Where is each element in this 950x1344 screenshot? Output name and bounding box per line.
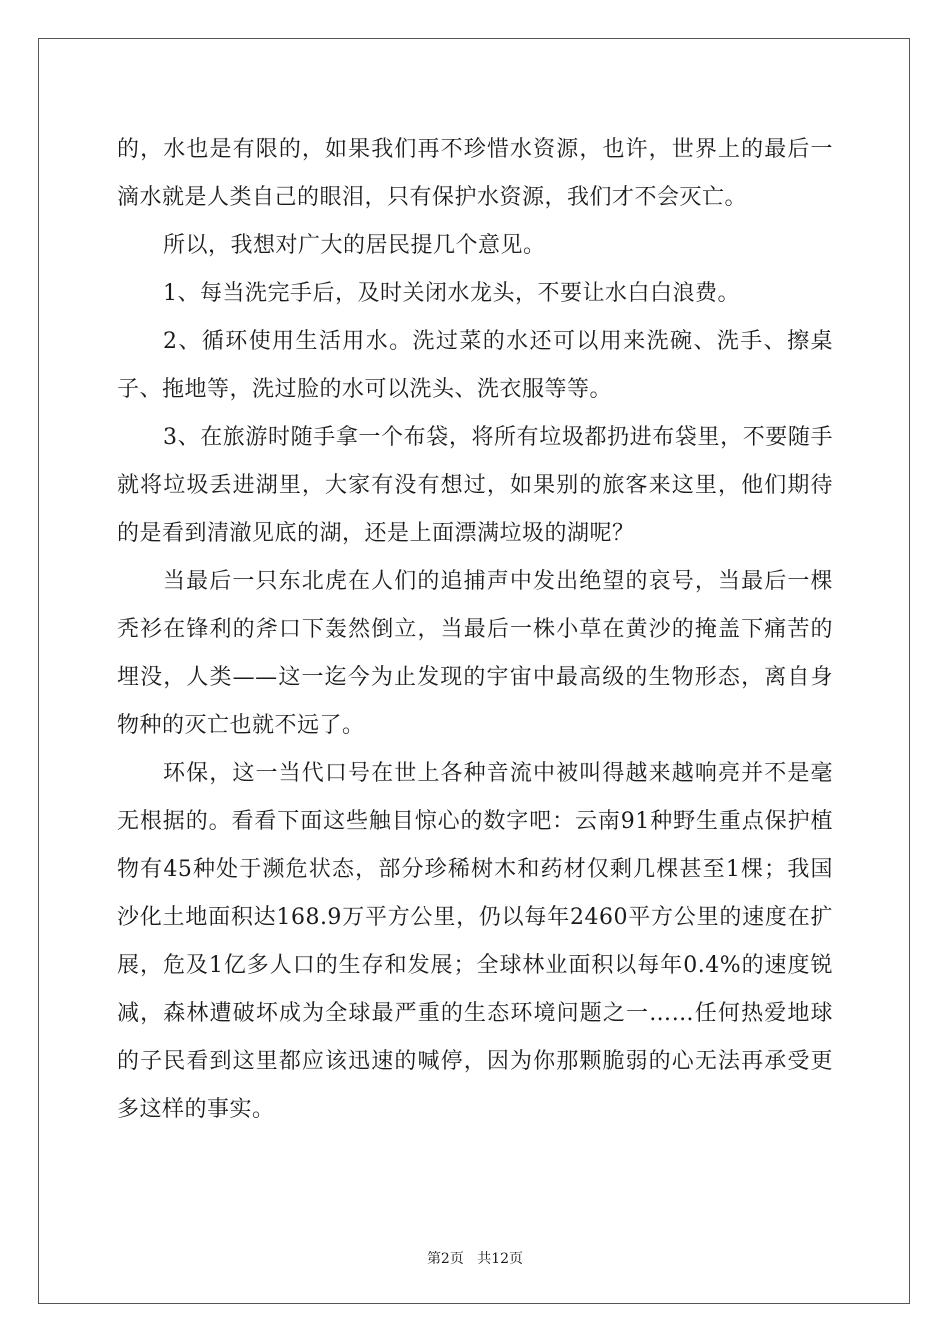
page-number: 第2页 bbox=[426, 1251, 464, 1267]
paragraph-5: 3、在旅游时随手拿一个布袋，将所有垃圾都扔进布袋里，不要随手就将垃圾丢进湖里，大家有没有想过，如果别的旅客来这里，他们期待的是看到清澈见底的湖，还是上面漂满垃圾的湖呢？ bbox=[117, 425, 833, 546]
paragraph-6: 当最后一只东北虎在人们的追捕声中发出绝望的哀号，当最后一棵秃衫在锋利的斧口下轰然倒立，当最后一株小草在黄沙的掩盖下痛苦的埋没，人类——这一迄今为止发现的宇宙中最高级的生物形态，离自身物种的灭亡也就不远了。 bbox=[117, 569, 833, 738]
page-total: 共12页 bbox=[477, 1251, 524, 1267]
document-body bbox=[117, 126, 833, 1134]
paragraph-1: 的，水也是有限的，如果我们再不珍惜水资源，也许，世界上的最后一滴水就是人类自己的眼泪，只有保护水资源，我们才不会灭亡。 bbox=[117, 137, 833, 210]
paragraph-2: 所以，我想对广大的居民提几个意见。 bbox=[163, 233, 546, 258]
paragraph-7: 环保，这一当代口号在世上各种音流中被叫得越来越响亮并不是毫无根据的。看看下面这些触目惊心的数字吧：云南91种野生重点保护植物有45种处于濒危状态，部分珍稀树木和药材仅剩几棵甚至1棵；我国沙化土地面积达168.9万平方公里，仍以每年2460平方公里的速度在扩展，危及1亿多人口的生存和发展；全球林业面积以每年0.4%的速度锐减，森林遭破坏成为全球最严重的生态环境问题之一……任何热爱地球的子民看到这里都应该迅速的喊停，因为你那颗脆弱的心无法再承受更多这样的事实。 bbox=[117, 761, 833, 1122]
paragraph-3: 1、每当洗完手后，及时关闭水龙头，不要让水白白浪费。 bbox=[163, 281, 740, 306]
page-footer bbox=[0, 1248, 950, 1268]
paragraph-4: 2、循环使用生活用水。洗过菜的水还可以用来洗碗、洗手、擦桌子、拖地等，洗过脸的水可以洗头、洗衣服等等。 bbox=[117, 329, 833, 402]
